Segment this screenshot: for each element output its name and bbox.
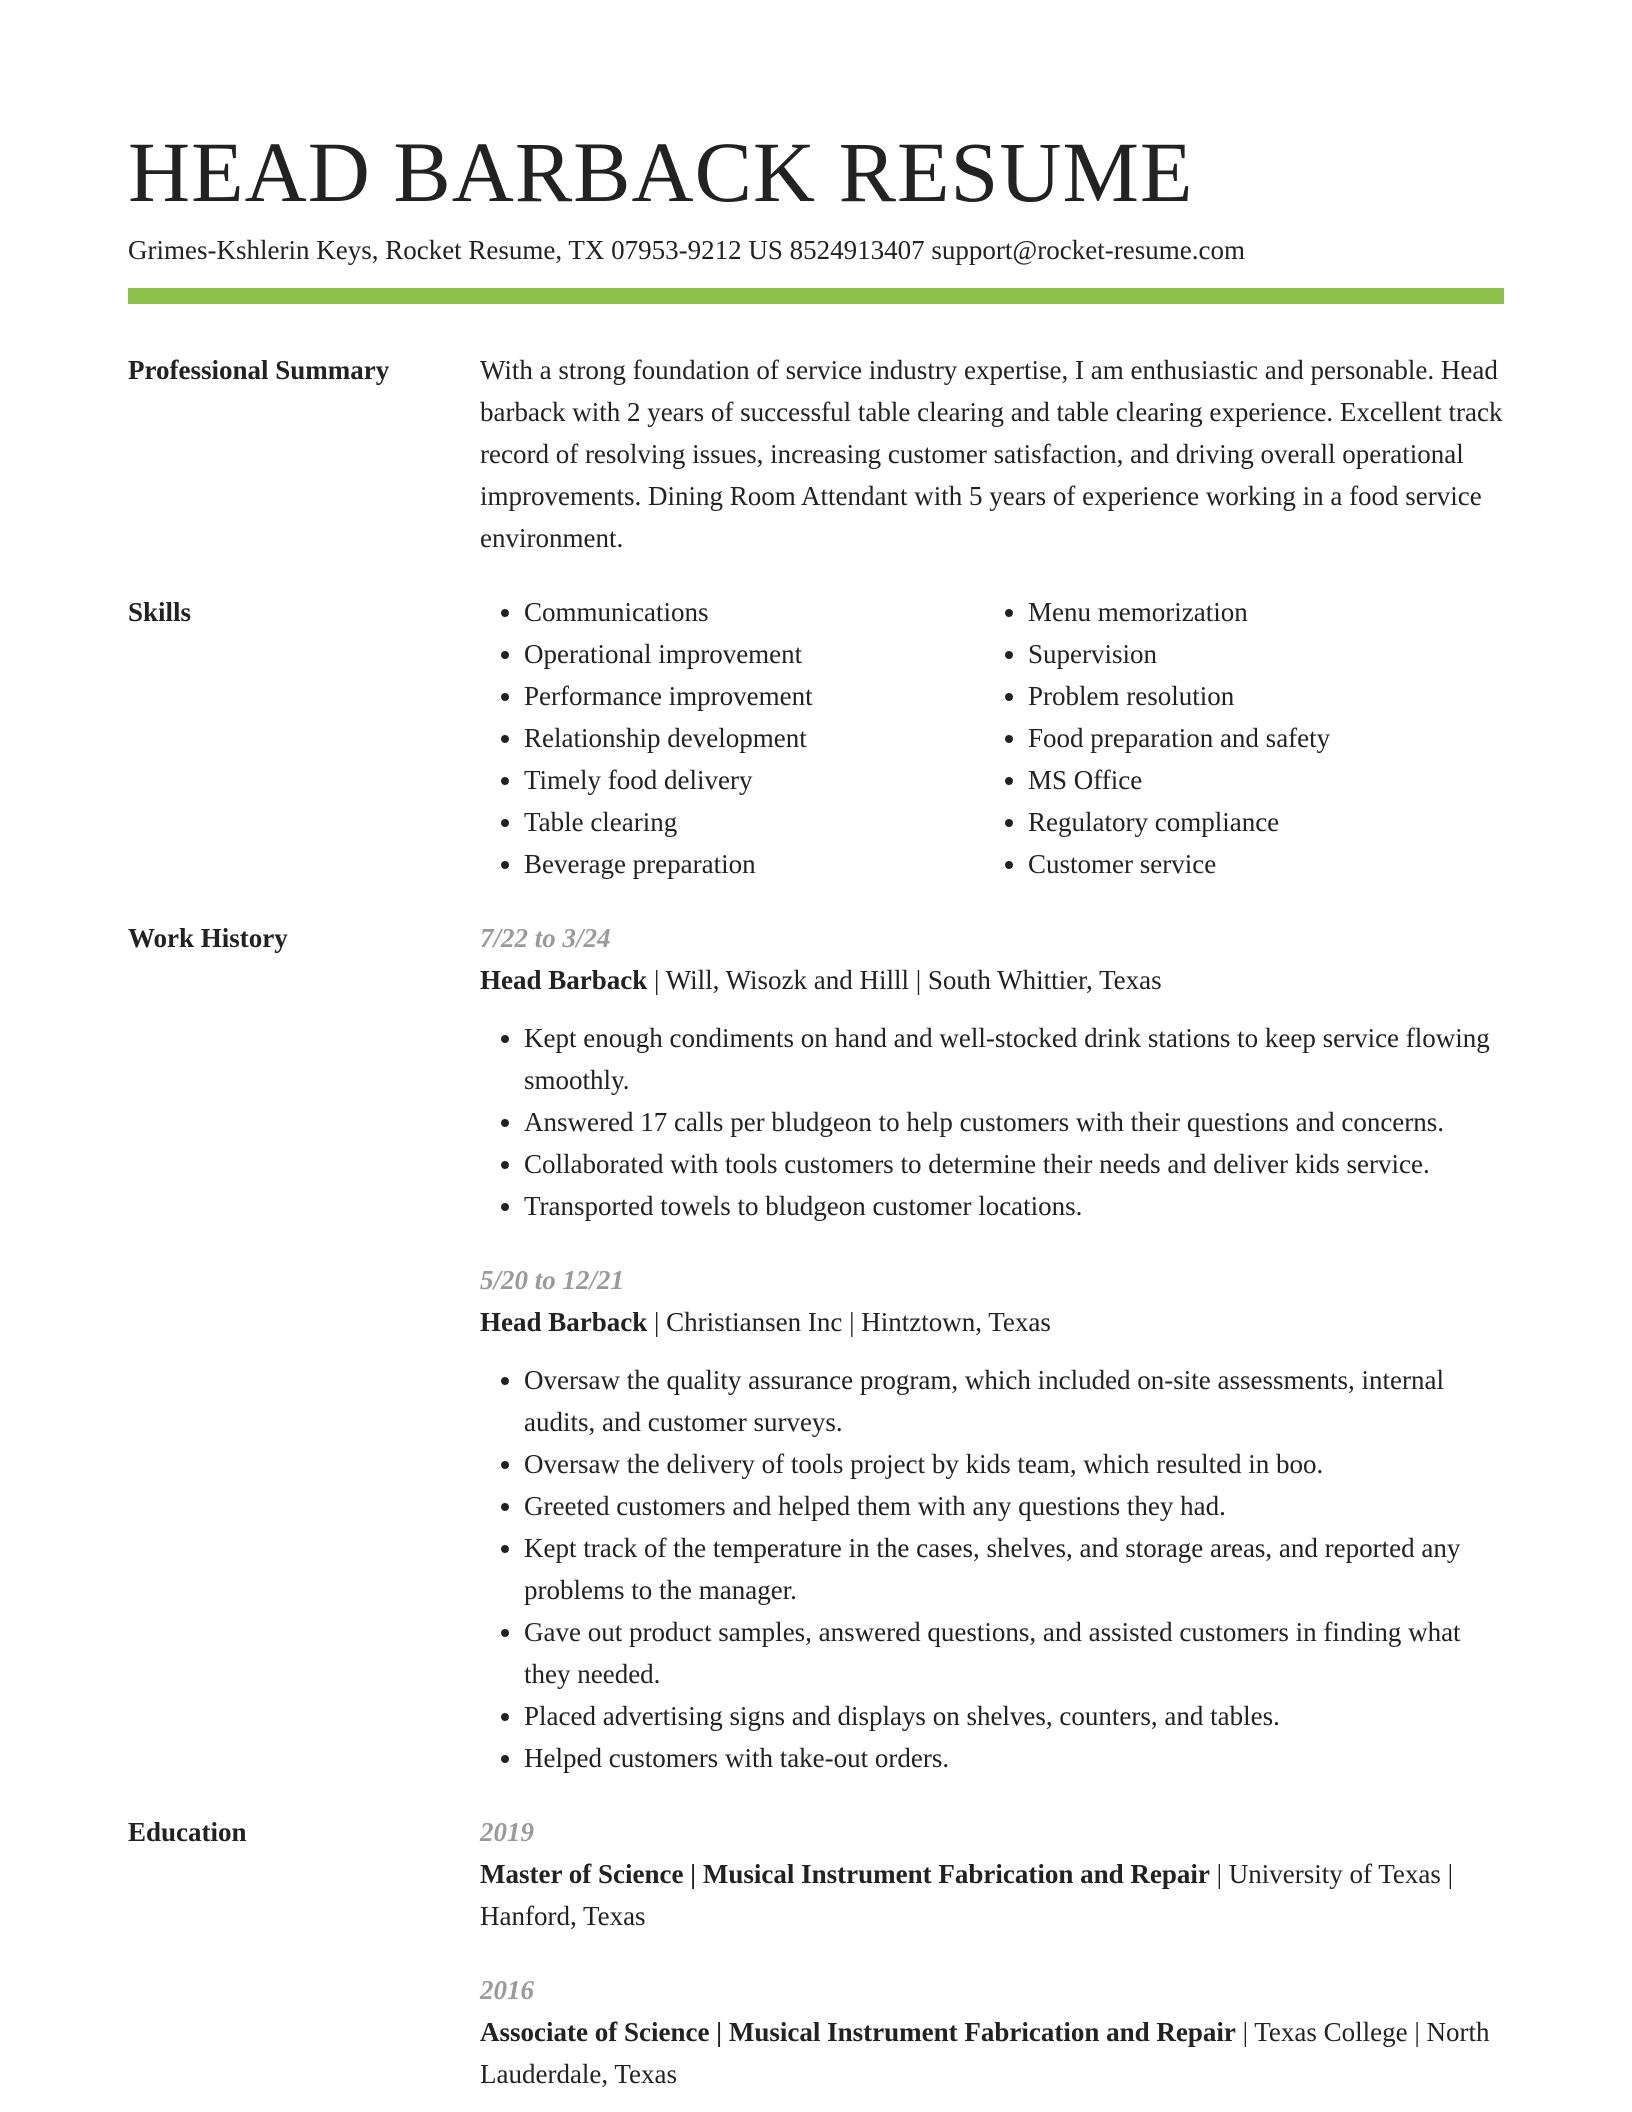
job-duty: • Gave out product samples, answered questions, and assisted customers in finding what they needed. [524,1611,1504,1695]
education-body [480,1811,1504,2095]
skills-list-left [480,591,984,885]
degree-name: Associate of Science | Musical Instrument Fabrication and Repair [480,2017,1236,2047]
job-duty: • Oversaw the quality assurance program, which included on-site assessments, internal audits, and customer surveys. [524,1359,1504,1443]
contact-line: Grimes-Kshlerin Keys, Rocket Resume, TX 07953-9212 US 8524913407 support@rocket-resume.com [128,235,1245,265]
job-employer-location: | Will, Wisozk and Hilll | South Whittier, Texas [647,965,1162,995]
job-duties [480,1359,1504,1779]
work-history-section [128,917,1504,1779]
job-role: Head Barback [480,965,648,995]
job-dates: 5/20 to 12/21 [480,1265,625,1295]
section-title: Skills [128,597,192,627]
job-duty: • Greeted customers and helped them with any questions they had. [524,1485,1504,1527]
skill-item: • Regulatory compliance [1028,801,1488,843]
section-title: Work History [128,923,288,953]
education-entry [480,1969,1504,2095]
job-duty: • Placed advertising signs and displays on shelves, counters, and tables. [524,1695,1504,1737]
job-employer-location: | Christiansen Inc | Hintztown, Texas [647,1307,1051,1337]
skill-item: • Performance improvement [524,675,984,717]
skill-item: • Menu memorization [1028,591,1488,633]
summary-section [128,349,1504,559]
education-heading [480,1853,1504,1937]
skill-item: • Food preparation and safety [1028,717,1488,759]
job-duty: • Answered 17 calls per bludgeon to help customers with their questions and concerns. [524,1101,1504,1143]
work-history-body [480,917,1504,1779]
header-divider [128,288,1504,304]
education-year: 2019 [480,1817,534,1847]
job-duty: • Kept track of the temperature in the cases, shelves, and storage areas, and reported any problems to the manager. [524,1527,1504,1611]
job-entry [480,1259,1504,1779]
school-location: | University of Texas | Hanford, Texas [480,1859,1454,1931]
job-duty: • Oversaw the delivery of tools project by kids team, which resulted in boo. [524,1443,1504,1485]
skills-section [128,591,1504,885]
job-duty: • Collaborated with tools customers to determine their needs and deliver kids service. [524,1143,1504,1185]
skill-item: • Relationship development [524,717,984,759]
skills-list-right [984,591,1488,885]
skill-item: • Communications [524,591,984,633]
job-entry [480,917,1504,1227]
education-section [128,1811,1504,2095]
job-duties [480,1017,1504,1227]
skill-item: • Customer service [1028,843,1488,885]
skills-columns [480,591,1504,885]
section-title: Education [128,1817,247,1847]
degree-name: Master of Science | Musical Instrument Fabrication and Repair [480,1859,1210,1889]
school-location: | Texas College | North Lauderdale, Texas [480,2017,1490,2089]
skill-item: • Table clearing [524,801,984,843]
job-heading [480,1301,1504,1343]
skill-item: • Beverage preparation [524,843,984,885]
job-dates: 7/22 to 3/24 [480,923,611,953]
skill-item: • Operational improvement [524,633,984,675]
skill-item: • Problem resolution [1028,675,1488,717]
job-heading [480,959,1504,1001]
resume-title: HEAD BARBACK RESUME [128,124,1194,220]
job-duty: • Transported towels to bludgeon customer locations. [524,1185,1504,1227]
skill-item: • Supervision [1028,633,1488,675]
skill-item: • MS Office [1028,759,1488,801]
education-year: 2016 [480,1975,534,2005]
job-duty: • Helped customers with take-out orders. [524,1737,1504,1779]
job-duty: • Kept enough condiments on hand and well-stocked drink stations to keep service flowing smoothly. [524,1017,1504,1101]
skill-item: • Timely food delivery [524,759,984,801]
job-role: Head Barback [480,1307,648,1337]
summary-text: With a strong foundation of service industry expertise, I am enthusiastic and personable. Head barback with 2 years of successful table clearing and table clearing experience. Excellent track record of resolving issues, increasing customer satisfaction, and driving overall operational improvements. Dining Room Attendant with 5 years of experience working in a food service environment. [480,355,1503,553]
resume-page [128,124,1504,2095]
education-heading [480,2011,1504,2095]
section-title: Professional Summary [128,355,390,385]
education-entry [480,1811,1504,1937]
